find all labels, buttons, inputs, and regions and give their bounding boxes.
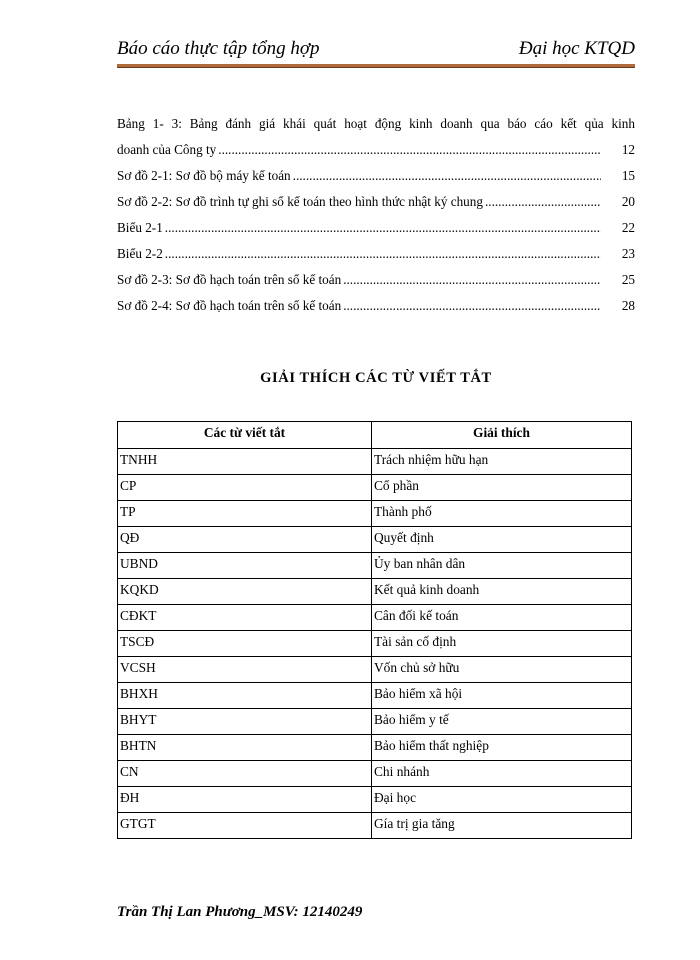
meaning-cell: Ủy ban nhân dân: [372, 553, 632, 579]
column-header: Các từ viết tắt: [118, 422, 372, 449]
abbreviation-cell: BHTN: [118, 735, 372, 761]
abbreviation-cell: KQKD: [118, 579, 372, 605]
toc-entry-label: doanh của Công ty: [117, 142, 217, 157]
table-row: [118, 813, 632, 839]
meaning-cell: Thành phố: [372, 501, 632, 527]
abbreviation-cell: VCSH: [118, 657, 372, 683]
abbreviation-cell: CĐKT: [118, 605, 372, 631]
abbreviation-cell: UBND: [118, 553, 372, 579]
toc-entry-first-line: Bảng 1- 3: Bảng đánh giá khái quát hoạt động kinh doanh qua báo cáo kết qủa kinh: [117, 116, 635, 131]
table-row: [118, 761, 632, 787]
header-institution: Đại học KTQD: [518, 38, 635, 59]
abbreviation-cell: GTGT: [118, 813, 372, 839]
table-row: [118, 709, 632, 735]
table-row: [118, 501, 632, 527]
table-row: [118, 553, 632, 579]
table-row: [118, 605, 632, 631]
toc-entry-label: Biểu 2-1: [117, 220, 163, 235]
toc-leader-dots: [165, 241, 601, 267]
toc-entry: [117, 267, 635, 293]
toc-leader-dots: [165, 215, 601, 241]
toc-entry: [117, 163, 635, 189]
toc-entry-page: 12: [621, 142, 635, 157]
header-title: Báo cáo thực tập tổng hợp: [117, 38, 320, 59]
table-row: [118, 475, 632, 501]
meaning-cell: Cổ phần: [372, 475, 632, 501]
toc-entry: [117, 189, 635, 215]
toc-leader-dots: [343, 293, 601, 319]
table-row: [118, 735, 632, 761]
meaning-cell: Kết quả kinh doanh: [372, 579, 632, 605]
abbreviation-cell: CP: [118, 475, 372, 501]
abbreviation-cell: TNHH: [118, 449, 372, 475]
table-header-row: [118, 422, 632, 449]
toc-entry: [117, 215, 635, 241]
meaning-cell: Bảo hiểm thất nghiệp: [372, 735, 632, 761]
abbreviation-cell: BHXH: [118, 683, 372, 709]
abbreviation-cell: TSCĐ: [118, 631, 372, 657]
meaning-cell: Chi nhánh: [372, 761, 632, 787]
meaning-cell: Bảo hiểm xã hội: [372, 683, 632, 709]
table-row: [118, 579, 632, 605]
toc-entry-label: Sơ đồ 2-4: Sơ đồ hạch toán trên sổ kế toán: [117, 298, 342, 313]
meaning-cell: Bảo hiểm y tế: [372, 709, 632, 735]
toc-entry-label: Biểu 2-2: [117, 246, 163, 261]
meaning-cell: Tài sản cố định: [372, 631, 632, 657]
abbreviation-cell: ĐH: [118, 787, 372, 813]
meaning-cell: Trách nhiệm hữu hạn: [372, 449, 632, 475]
section-title: GIẢI THÍCH CÁC TỪ VIẾT TẮT: [260, 370, 492, 386]
table-row: [118, 527, 632, 553]
table-row: [118, 657, 632, 683]
toc-entry: [117, 241, 635, 267]
toc-entry-label: Sơ đồ 2-1: Sơ đồ bộ máy kế toán: [117, 168, 291, 183]
toc-entry-page: 25: [621, 272, 635, 287]
toc-leader-dots: [218, 137, 601, 163]
page-header: [117, 38, 635, 64]
abbreviation-cell: QĐ: [118, 527, 372, 553]
toc-entry-label: Sơ đồ 2-3: Sơ đồ hạch toán trên sổ kế toán: [117, 272, 342, 287]
toc-entry-page: 28: [621, 298, 635, 313]
abbreviations-table: [117, 421, 632, 839]
meaning-cell: Vốn chủ sở hữu: [372, 657, 632, 683]
header-divider: [117, 64, 635, 68]
abbreviation-cell: BHYT: [118, 709, 372, 735]
toc-leader-dots: [293, 163, 601, 189]
column-header: Giải thích: [372, 422, 632, 449]
table-row: [118, 683, 632, 709]
toc-entry-page: 20: [621, 194, 635, 209]
toc-entry-page: 15: [621, 168, 635, 183]
page-footer-author: Trần Thị Lan Phương_MSV: 12140249: [117, 904, 363, 920]
toc-entry-page: 22: [621, 220, 635, 235]
meaning-cell: Đại học: [372, 787, 632, 813]
toc-entry: [117, 293, 635, 319]
abbreviation-cell: TP: [118, 501, 372, 527]
meaning-cell: Gía trị gia tăng: [372, 813, 632, 839]
toc-entry-page: 23: [621, 246, 635, 261]
meaning-cell: Cân đối kế toán: [372, 605, 632, 631]
table-of-contents: [117, 111, 635, 319]
meaning-cell: Quyết định: [372, 527, 632, 553]
table-row: [118, 449, 632, 475]
table-row: [118, 631, 632, 657]
toc-entry: [117, 137, 635, 163]
toc-leader-dots: [485, 189, 601, 215]
toc-entry-label: Sơ đồ 2-2: Sơ đồ trình tự ghi sổ kế toán theo hình thức nhật ký chung: [117, 194, 483, 209]
table-row: [118, 787, 632, 813]
toc-leader-dots: [343, 267, 601, 293]
abbreviation-cell: CN: [118, 761, 372, 787]
